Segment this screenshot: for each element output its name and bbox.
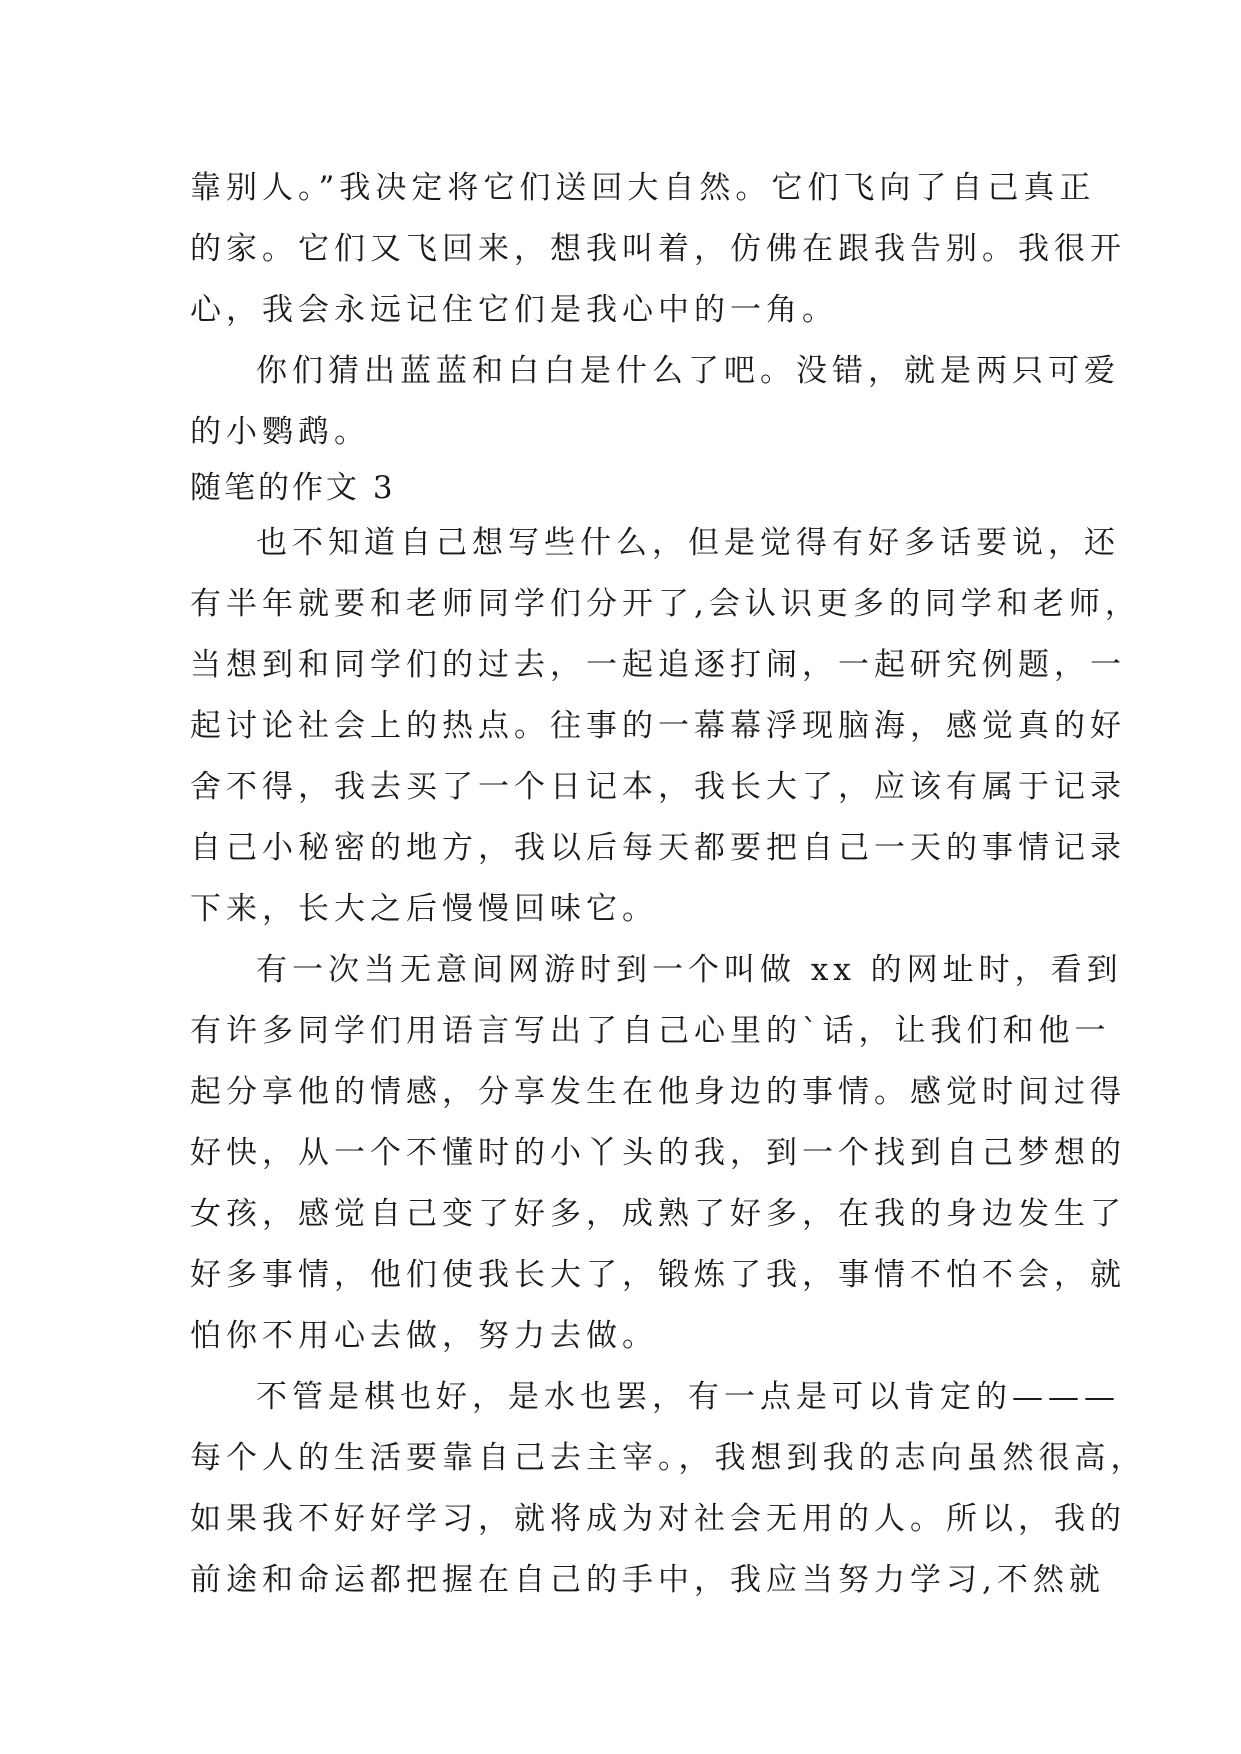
paragraph-line: 你们猜出蓝蓝和白白是什么了吧。没错，就是两只可爱 [256, 353, 1120, 389]
paragraph-4 [190, 940, 1126, 1367]
paragraph-line: 心，我会永远记住它们是我心中的一角。 [190, 292, 838, 328]
paragraph-line: 每个人的生活要靠自己去主宰。，我想到我的志向虽然很高， [190, 1440, 1147, 1476]
paragraph-line: 的小鹦鹉。 [190, 414, 370, 450]
paragraph-line: 当想到和同学们的过去，一起追逐打闹，一起研究例题，一 [190, 647, 1126, 683]
paragraph-line: 怕你不用心去做，努力去做。 [190, 1318, 658, 1354]
document-body [190, 158, 1147, 1611]
paragraph-line: 有许多同学们用语言写出了自己心里的`话，让我们和他一 [190, 1013, 1111, 1049]
paragraph-line: 有一次当无意间网游时到一个叫做 xx 的网址时，看到 [256, 952, 1123, 988]
paragraph-line: 靠别人。”我决定将它们送回大自然。它们飞向了自己真正 [190, 170, 1096, 206]
paragraph-line: 有半年就要和老师同学们分开了,会认识更多的同学和老师， [190, 586, 1141, 622]
paragraph-line: 前途和命运都把握在自己的手中，我应当努力学习,不然就 [190, 1562, 1105, 1598]
paragraph-line: 的家。它们又飞回来，想我叫着，仿佛在跟我告别。我很开 [190, 231, 1126, 267]
paragraph-line: 女孩，感觉自己变了好多，成熟了好多，在我的身边发生了 [190, 1196, 1126, 1232]
paragraph-line: 好快，从一个不懂时的小丫头的我，到一个找到自己梦想的 [190, 1135, 1126, 1171]
paragraph-line: 自己小秘密的地方，我以后每天都要把自己一天的事情记录 [190, 830, 1126, 866]
paragraph-line: 不管是棋也好，是水也罢，有一点是可以肯定的——— [256, 1379, 1120, 1415]
paragraph-2 [190, 341, 1120, 463]
paragraph-5 [190, 1367, 1147, 1611]
paragraph-1 [190, 158, 1126, 341]
paragraph-3 [190, 513, 1141, 940]
paragraph-line: 舍不得，我去买了一个日记本，我长大了，应该有属于记录 [190, 769, 1126, 805]
paragraph-line: 好多事情，他们使我长大了，锻炼了我，事情不怕不会，就 [190, 1257, 1126, 1293]
paragraph-line: 如果我不好好学习，就将成为对社会无用的人。所以，我的 [190, 1501, 1126, 1537]
paragraph-line: 下来，长大之后慢慢回味它。 [190, 891, 658, 927]
paragraph-line: 起分享他的情感，分享发生在他身边的事情。感觉时间过得 [190, 1074, 1126, 1110]
paragraph-line: 也不知道自己想写些什么，但是觉得有好多话要说，还 [256, 525, 1120, 561]
paragraph-line: 起讨论社会上的热点。往事的一幕幕浮现脑海，感觉真的好 [190, 708, 1126, 744]
section-heading: 随笔的作文 3 [190, 470, 396, 506]
